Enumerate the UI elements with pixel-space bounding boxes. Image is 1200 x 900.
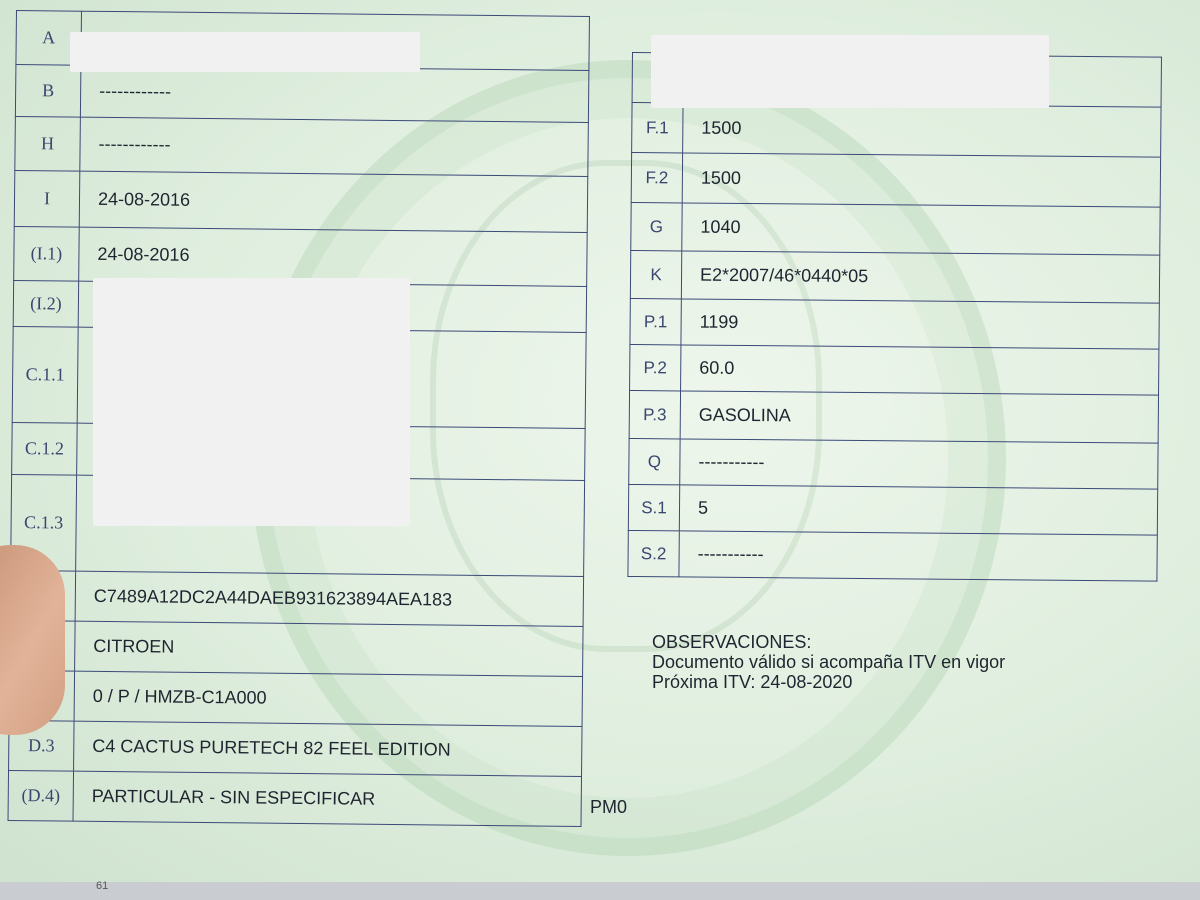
field-code: (D.4): [8, 770, 74, 821]
field-code: Q: [629, 438, 680, 484]
field-value: 24-08-2016: [79, 171, 588, 232]
field-value: ------------: [80, 65, 589, 122]
table-row: [630, 250, 1159, 303]
table-row: [8, 770, 581, 826]
table-row: [631, 153, 1160, 208]
table-row: [630, 298, 1159, 349]
thumb: [0, 545, 65, 735]
field-code: I: [14, 170, 80, 227]
field-value: -----------: [680, 439, 1158, 489]
field-value: CITROEN: [75, 621, 583, 676]
field-value: 1040: [682, 203, 1160, 255]
right-field-table: [627, 52, 1162, 582]
table-row: [10, 570, 583, 626]
field-code: (I.2): [13, 280, 78, 327]
field-code: D.3: [9, 720, 75, 771]
table-row: [631, 202, 1160, 255]
field-code: P.3: [629, 390, 680, 438]
field-value: 0 / P / HMZB-C1A000: [74, 671, 582, 726]
table-row: [14, 170, 588, 232]
redaction-box: [651, 35, 1049, 108]
field-code: G: [631, 202, 682, 250]
observations-line: Documento válido si acompaña ITV en vigor: [652, 652, 1006, 672]
field-code: P.2: [630, 344, 681, 390]
table-row: [629, 390, 1158, 443]
table-row: [9, 720, 582, 776]
table-row: [628, 484, 1157, 535]
field-value: PARTICULAR - SIN ESPECIFICAR: [73, 771, 581, 826]
page-bottom-edge: [0, 882, 1200, 900]
observations-title: OBSERVACIONES:: [652, 632, 812, 652]
redaction-box: [93, 278, 410, 526]
table-row: [15, 65, 589, 123]
field-code: S.1: [628, 484, 679, 530]
field-value: 1500: [683, 103, 1161, 157]
table-row: [632, 103, 1161, 158]
field-value: C4 CACTUS PURETECH 82 FEEL EDITION: [74, 721, 582, 776]
table-row: [15, 116, 589, 176]
field-value: 1199: [681, 299, 1159, 349]
edge-number: 61: [96, 880, 109, 892]
field-value: 5: [679, 485, 1157, 535]
field-code: S.2: [628, 530, 679, 576]
table-row: [629, 438, 1158, 489]
field-code: F.2: [631, 153, 682, 203]
table-row: [9, 670, 582, 726]
table-row: [630, 344, 1159, 395]
field-code: C.1.2: [12, 422, 78, 475]
field-value: -----------: [679, 531, 1157, 581]
field-code: K: [630, 250, 681, 298]
field-code: F.1: [632, 103, 683, 153]
field-value: 24-08-2016: [79, 227, 588, 286]
field-value: 1500: [682, 153, 1160, 207]
field-value: 60.0: [681, 345, 1159, 395]
field-code: H: [15, 116, 81, 171]
field-value: C7489A12DC2A44DAEB931623894AEA183: [75, 571, 583, 626]
table-row: [628, 530, 1157, 581]
field-code: A: [16, 11, 82, 66]
field-code: P.1: [630, 298, 681, 344]
redaction-box: [70, 32, 420, 72]
field-code: C.1.3: [11, 474, 77, 571]
pm-code: PM0: [590, 797, 628, 817]
field-code: B: [15, 65, 81, 118]
field-value: ------------: [80, 117, 589, 176]
field-value: E2*2007/46*0440*05: [681, 251, 1159, 303]
field-code: (I.1): [14, 226, 80, 281]
observations-block: [652, 632, 1005, 692]
field-code: C.1.1: [12, 326, 78, 423]
observations-line: Próxima ITV: 24-08-2020: [652, 672, 853, 692]
field-value: GASOLINA: [680, 391, 1158, 443]
table-row: [10, 620, 583, 676]
